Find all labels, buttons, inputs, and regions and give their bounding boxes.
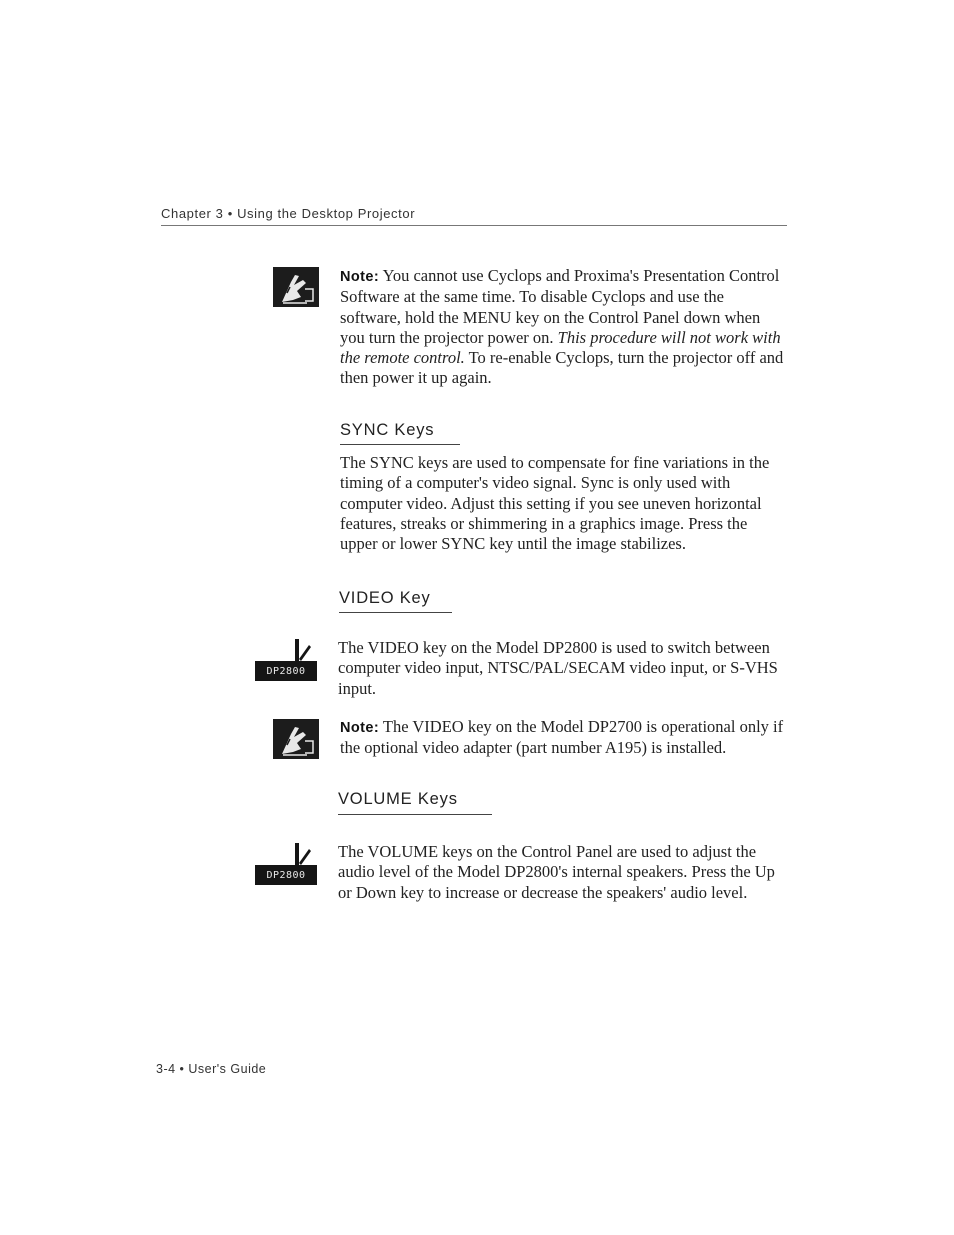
model-badge: DP2800 xyxy=(255,661,317,681)
model-badge: DP2800 xyxy=(255,865,317,885)
volume-keys-paragraph: The VOLUME keys on the Control Panel are used to adjust the audio level of the Model DP2800's internal speakers. Press the Up or Down key to increase or decrease the speakers' audio level. xyxy=(338,842,775,902)
running-header: Chapter 3 • Using the Desktop Projector xyxy=(161,206,416,221)
volume-heading-rule xyxy=(338,814,492,815)
video-key-heading: VIDEO Key xyxy=(339,589,431,607)
sync-keys-heading: SYNC Keys xyxy=(340,421,435,439)
volume-keys-heading: VOLUME Keys xyxy=(338,790,458,808)
note1-text-after: To re-enable Cyclops, turn the projector off and then power it up again. xyxy=(340,348,784,388)
note1-italic-warning: This procedure will not work with the remote control. xyxy=(340,327,781,368)
note-icon xyxy=(273,719,319,759)
header-rule xyxy=(161,225,787,226)
running-footer: 3-4 • User's Guide xyxy=(156,1062,267,1076)
video-heading-rule xyxy=(339,612,452,613)
model-flag-icon xyxy=(255,841,317,867)
hand-writing-note-icon xyxy=(273,719,319,759)
note-label: Note: xyxy=(340,720,380,736)
video-key-paragraph: The VIDEO key on the Model DP2800 is used to switch between computer video input, NTSC/PAL/SECAM video input, or S-VHS input. xyxy=(338,638,778,698)
note-paragraph-2 xyxy=(340,717,788,759)
note1-text-before: You cannot use Cyclops and Proxima's Presentation Control Software at the same time. To disable Cyclops and use the software, hold the MENU key on the Control Panel down when you turn the projector power on. xyxy=(340,266,780,347)
note-paragraph-1 xyxy=(340,266,788,389)
hand-writing-note-icon xyxy=(273,267,319,307)
dp2800-model-icon xyxy=(255,637,317,681)
sync-heading-rule xyxy=(340,444,460,445)
sync-keys-paragraph: The SYNC keys are used to compensate for fine variations in the timing of a computer's video signal. Sync is only used with computer video. Adjust this setting if you see uneven horizontal features, streaks or shimmering in a graphics image. Press the upper or lower SYNC key until the image stabilizes. xyxy=(340,453,770,554)
model-flag-icon xyxy=(255,637,317,663)
note-label: Note: xyxy=(340,269,380,285)
note-icon xyxy=(273,267,319,307)
note2-text: The VIDEO key on the Model DP2700 is operational only if the optional video adapter (part number A195) is installed. xyxy=(340,717,784,758)
dp2800-model-icon xyxy=(255,841,317,885)
